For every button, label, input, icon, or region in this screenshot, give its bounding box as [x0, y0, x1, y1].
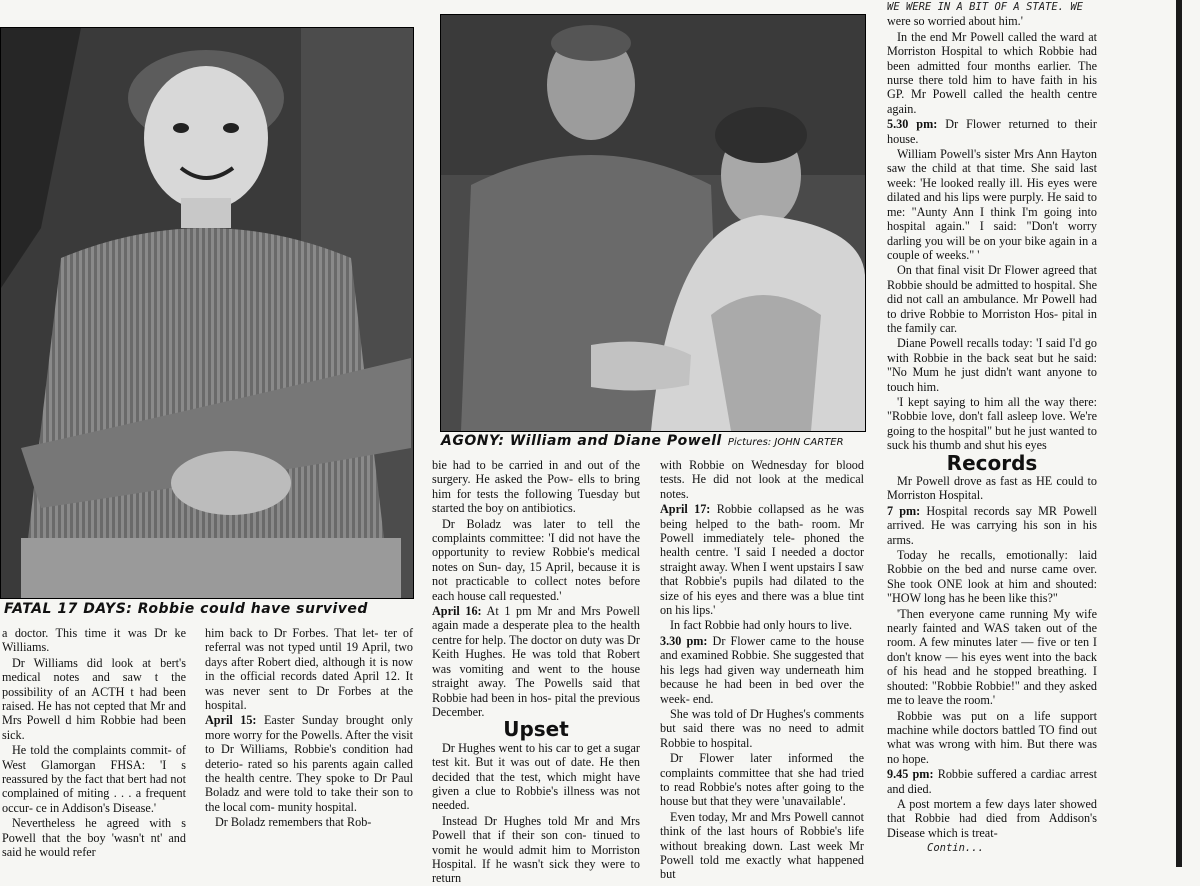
col1-para: a doctor. This time it was Dr ke Williams.	[2, 626, 186, 655]
article-column-4	[660, 458, 865, 882]
handwritten-note-bottom: Contin...	[927, 842, 984, 855]
subheading-records: Records	[946, 450, 1038, 475]
col2-date-lead: April 15:	[205, 713, 257, 728]
col3-para: bie had to be carried in and out of the surgery. He asked the Pow- ells to bring him for tests the following Tuesday but started the boy on antibiotics.	[432, 458, 640, 516]
photo-parents	[440, 14, 866, 432]
col2-para: Dr Boladz remembers that Rob-	[215, 815, 372, 830]
col5-para: Hospital records say MR Powell arrived. He was carrying his son in his arms.	[887, 503, 1098, 547]
article-column-3	[432, 458, 640, 886]
col4-para: Dr Flower came to the house and examined Robbie. She suggested that his legs had given way underneath him because he had been in bed over the week- end.	[660, 633, 864, 706]
col5-time-lead: 9.45 pm:	[887, 767, 934, 782]
col4-para: In fact Robbie had only hours to live.	[670, 618, 853, 633]
col5-para: William Powell's sister Mrs Ann Hayton saw the child at that time. She said last week: 'He looked really ill. His eyes were dilated and his lips were purply. He said to me: "Aunty Ann I think I'm going into hospital again." I said: "Don't worry darling you will be on your bike again in a couple of weeks." '	[887, 147, 1097, 262]
article-column-5	[887, 0, 1097, 867]
col5-para: Mr Powell drove as fast as HE could to Morriston Hospital.	[887, 474, 1097, 503]
col4-para: Robbie collapsed as he was being helped to the bath- room. Mr Powell immediately tele- phoned the health centre. 'I said I needed a doctor straight away. When I went upstairs I saw that Robbie's pupils had dilated to the size of his eyes and there was a blue tint on his lips.'	[660, 502, 865, 618]
col5-time-lead: 5.30 pm:	[887, 117, 938, 132]
photo-credit: Pictures: JOHN CARTER	[727, 437, 844, 448]
col5-para: were so worried about him.'	[887, 14, 1023, 29]
col5-para: 'I kept saying to him all the way there: "Robbie love, don't fall asleep love. We're going to the hospital" but he just wanted to suck his thumb and shut his eyes	[887, 394, 1097, 453]
col5-para: On that final visit Dr Flower agreed that Robbie should be admitted to hospital. She did not call an ambulance. Mr Powell had to drive Robbie to Morriston Hos- pital in the family car.	[887, 263, 1097, 335]
article-column-1	[2, 626, 186, 867]
col4-para: She was told of Dr Hughes's comments but said there was no need to admit Robbie to hospital.	[660, 706, 864, 750]
col1-para: He told the complaints commit- of West Glamorgan FHSA: 'I s reassured by the fact that bert had not complained of miting . . . a frequent occur- ce in Addison's Disease.'	[2, 743, 186, 815]
col4-time-lead: 3.30 pm:	[660, 633, 708, 648]
boy-photo-image	[1, 28, 413, 598]
col4-date-lead: April 17:	[660, 502, 711, 517]
subheading-upset: Upset	[503, 717, 569, 742]
col5-time-lead: 7 pm:	[887, 503, 921, 518]
parents-photo-image	[441, 15, 865, 431]
col5-para: Dr Flower returned to their house.	[887, 117, 1097, 146]
col3-date-lead: April 16:	[432, 604, 482, 619]
col2-para: Easter Sunday brought only more worry for the Powells. After the visit to Dr Williams, Robbie's condition had deterio- rated so his parents again called the health centre. They spoke to Dr Paul Boladz and were told to take their son to the local com- munity hospital.	[205, 713, 413, 814]
col3-para: Dr Boladz was later to tell the complaints committee: 'I did not have the opportunity to review Robbie's medical notes on Sun- day, 15 April, because it is not practicable to collect notes before each house call requested.'	[432, 516, 640, 603]
col5-para: 'Then everyone came running My wife nearly fainted and WAS taken out of the room. A few minutes later — five or ten I don't know — his eyes went into the back of his head and he stopped breathing. I shouted: "Robbie Robbie!" and they asked me to leave the room.'	[887, 606, 1097, 708]
col2-para: him back to Dr Forbes. That let- ter of referral was not typed until 19 April, two days after Robert died, although it is now in the official records dated April 12. It was never sent to Dr Forbes at the hospital.	[205, 626, 413, 713]
col4-para: Even today, Mr and Mrs Powell cannot think of the last hours of Robbie's life without breaking down. Last week Mr Powell told me exactly what happened but	[660, 809, 864, 882]
col3-para: At 1 pm Mr and Mrs Powell again made a desperate plea to the health centre for help. The doctor on duty was Dr Keith Hughes. He was told that Robert was vomiting and went to the house straight away. The Powells said that Robbie had been in hos- pital the previous December.	[432, 604, 640, 719]
col5-para: Today he recalls, emotionally: laid Robbie on the bed and nurse came over. She took ONE look at him and shouted: "HOW long has he been like this?"	[887, 548, 1097, 606]
col1-para: Dr Williams did look at bert's medical notes and saw t the possibility of an ACTH t had been raised. He has not cepted that Mr and Mrs Powell d him Robbie had been sick.	[2, 655, 186, 742]
handwritten-note-top: WE WERE IN A BIT OF A STATE. WE	[887, 1, 1083, 13]
scan-edge	[1176, 0, 1182, 867]
col1-para: Nevertheless he agreed with s Powell that the boy 'wasn't nt' and said he would refer	[2, 816, 186, 860]
col5-para: Diane Powell recalls today: 'I said I'd go with Robbie in the back seat but he said: "No Mum he just didn't want anyone to touch him.	[887, 336, 1097, 394]
col5-para: Robbie was put on a life support machine while doctors battled TO find out what was wrong with him. But there was no hope.	[887, 708, 1097, 766]
col4-para: with Robbie on Wednesday for blood tests. He did not look at the medical notes.	[660, 458, 864, 501]
photo-parents-caption	[441, 433, 844, 449]
photo-parents-caption-text: AGONY: William and Diane Powell	[441, 433, 722, 449]
col5-para: In the end Mr Powell called the ward at Morriston Hospital to which Robbie had been admitted four months earlier. The nurse there told him to have faith in his GP. Mr Powell called the health centre again.	[887, 29, 1097, 116]
col5-para: Robbie suffered a cardiac arrest and died.	[887, 767, 1098, 796]
article-column-2	[205, 626, 413, 867]
col3-para: Instead Dr Hughes told Mr and Mrs Powell that if their son con- tinued to vomit he would admit him to Morriston Hospital. If he wasn't sick they were to return	[432, 813, 640, 886]
photo-boy	[0, 27, 414, 599]
photo-boy-caption: FATAL 17 DAYS: Robbie could have survived	[4, 601, 368, 617]
col4-para: Dr Flower later informed the complaints committee that she had tried to read Robbie's notes after going to the house but that they were 'unavailable'.	[660, 751, 864, 809]
col3-para: Dr Hughes went to his car to get a sugar test kit. But it was out of date. He then decided that the test, which might have given a clue to Robbie's illness was not needed.	[432, 740, 640, 813]
col5-para: A post mortem a few days later showed that Robbie had died from Addison's Disease which is treat-	[887, 796, 1097, 840]
